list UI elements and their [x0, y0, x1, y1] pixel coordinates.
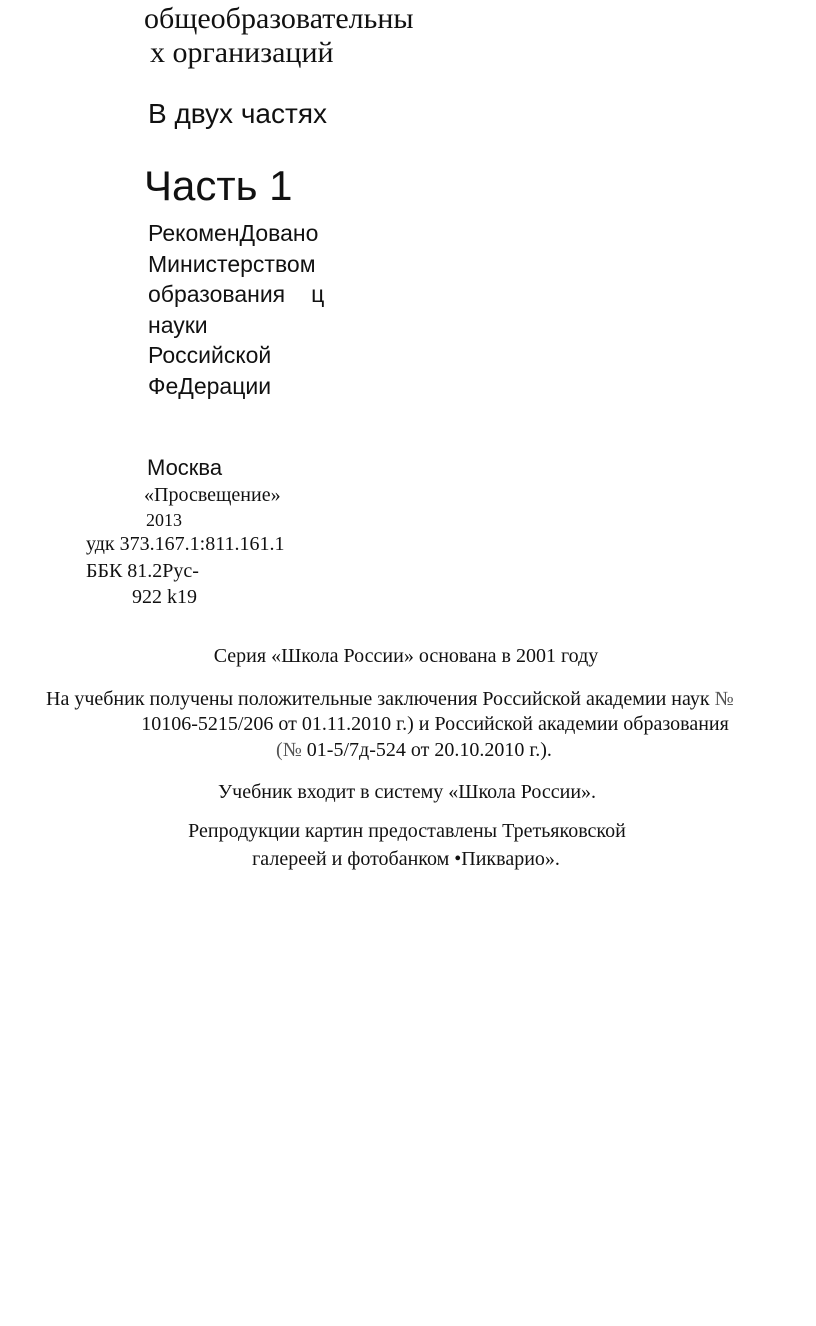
bbk-code: ББК 81.2Рус-	[86, 560, 199, 582]
approval-line-6: ФеДерации	[148, 372, 272, 399]
approval-block	[148, 218, 324, 401]
approval-line-5: Российской	[148, 342, 272, 368]
approval-line-3-word: образования	[148, 281, 286, 307]
imprint-city: Москва	[147, 455, 223, 480]
title-line-2: х организаций	[150, 36, 334, 69]
imprint-year: 2013	[146, 510, 182, 530]
conclusions-line-1-text: На учебник получены положительные заключения Российской академии наук	[46, 688, 710, 710]
conclusions-line-3	[0, 739, 816, 762]
parts-note: В двух частях	[148, 98, 327, 129]
conclusions-line-3-text: 01-5/7д-524 от 20.10.2010 г.).	[301, 739, 552, 761]
approval-line-2: Министерством	[148, 250, 316, 277]
approval-line-3-letter: ц	[311, 281, 325, 307]
number-sign-open: (№	[276, 739, 302, 761]
approval-line-1: РекоменДовано	[148, 220, 319, 246]
approval-line-3	[148, 279, 324, 310]
part-label: Часть 1	[144, 162, 293, 209]
conclusions-line-1	[46, 688, 734, 711]
reproductions-line-1: Репродукции картин предоставлены Третьяковской	[188, 820, 626, 842]
title-line-1: общеобразовательны	[144, 2, 414, 35]
udk-code: удк 373.167.1:811.161.1	[86, 533, 285, 555]
approval-line-4: науки	[148, 311, 208, 338]
series-note: Серия «Школа России» основана в 2001 году	[213, 645, 599, 667]
conclusions-line-2: 10106-5215/206 от 01.11.2010 г.) и Российской академии образования	[141, 713, 729, 735]
number-sign: №	[714, 688, 734, 710]
system-note: Учебник входит в систему «Школа России».	[217, 781, 597, 803]
author-code: 922 k19	[132, 586, 197, 608]
reproductions-line-2: галереей и фотобанком •Пикварио».	[252, 848, 560, 870]
imprint-publisher: «Просвещение»	[144, 484, 281, 506]
